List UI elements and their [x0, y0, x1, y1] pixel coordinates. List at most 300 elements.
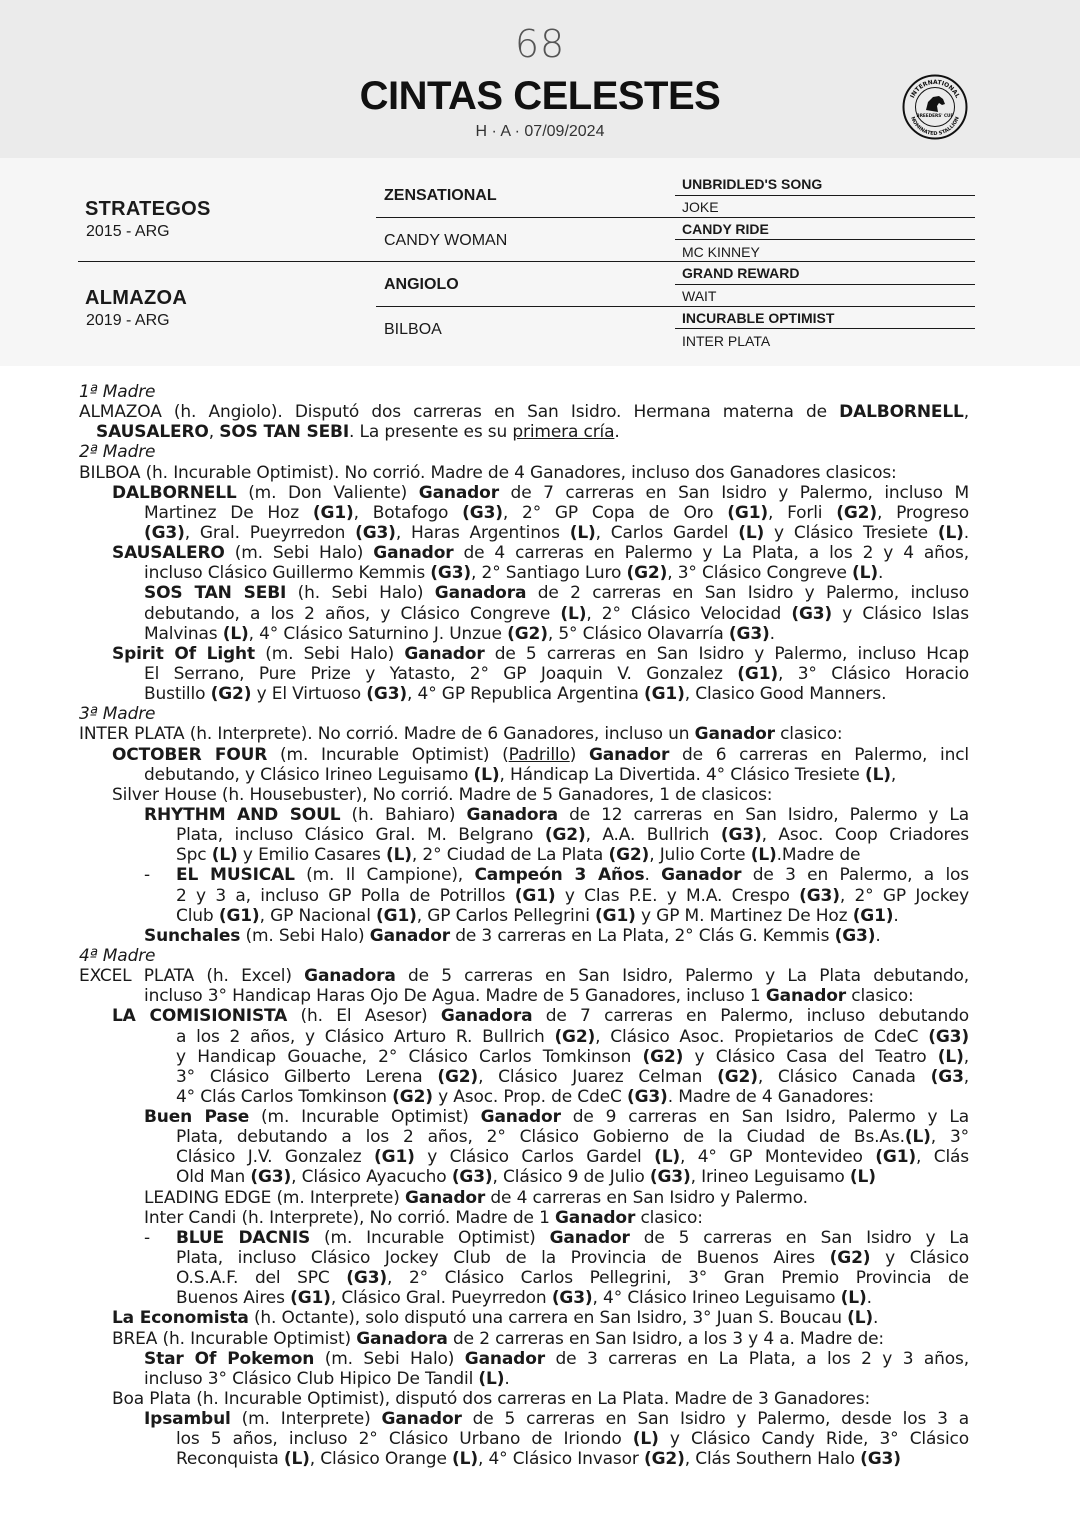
text-segment: (h. Bahiaro) [340, 804, 467, 825]
seal-text-bottom: NOMINATED STALLION [909, 115, 961, 138]
text-segment: (h. Sebi Halo) [286, 583, 435, 604]
text-segment: , Gral. Pueyrredon [184, 522, 356, 543]
text-segment: , Clásico Gral. Pueyrredon [330, 1288, 552, 1309]
text-segment: , Botafogo [353, 502, 463, 523]
text-segment: , [208, 422, 220, 443]
text-segment: LEADING EDGE (m. Interprete) [144, 1187, 405, 1208]
bold-text: (G3) [834, 925, 876, 946]
great-grandparent-8: INTER PLATA [682, 333, 771, 349]
bold-text: (L) [847, 1308, 874, 1329]
text-line [112, 483, 969, 503]
text-line [176, 1167, 969, 1187]
text-segment: , 2° Clásico Carlos Pellegrini, 3° Gran Premio Provincia de [387, 1268, 969, 1289]
seal-text-mid: BREEDERS' CUP [916, 113, 954, 118]
text-line [144, 1349, 969, 1369]
bold-text: (G3) [720, 825, 762, 846]
bold-text: (G3) [355, 522, 396, 543]
text-segment: , Clasico Good Manners. [684, 684, 887, 705]
bold-text: (G1) [595, 905, 636, 926]
text-segment: , 4° GP Montevideo [680, 1147, 876, 1168]
page-header [0, 0, 1080, 158]
bold-text: (L) [750, 845, 777, 866]
text-line [144, 1369, 969, 1389]
text-segment: , Clásico Asoc. Propietarios de CdeC [595, 1026, 929, 1047]
text-segment: . [963, 522, 970, 543]
text-line [176, 1268, 969, 1288]
bold-text: (G3) [250, 1167, 292, 1188]
text-segment: y Clásico Islas [832, 603, 969, 624]
text-segment: Boa Plata (h. Incurable Optimist), disputó dos carreras en La Plata. Madre de 3 Ganadores: [112, 1389, 871, 1410]
bold-text: Ganador [661, 865, 742, 886]
text-segment: . [866, 1288, 872, 1309]
bold-text: Spirit Of Light [112, 643, 255, 664]
bold-text: (L) [738, 522, 765, 543]
bold-text: Ganador [765, 986, 847, 1007]
bold-text: Ipsambul [144, 1409, 231, 1430]
bullet-dash: - [144, 1227, 150, 1248]
bold-text: (L) [560, 603, 587, 624]
text-line [176, 1248, 969, 1268]
bold-text: (G1) [376, 905, 417, 926]
text-segment: . [614, 422, 620, 443]
text-line [176, 1087, 969, 1107]
great-grandparent-3: CANDY RIDE [682, 221, 769, 237]
dam-info: 2019 - ARG [86, 312, 170, 329]
text-segment: EXCEL PLATA (h. Excel) [79, 966, 305, 987]
bold-text: (G1) [644, 684, 685, 705]
bold-text: (G1) [374, 1147, 415, 1168]
text-segment: Plata, debutando a los 2 años, 2° Clásico Gobierno de la Ciudad de Bs.As. [176, 1127, 905, 1148]
bold-text: Ganadora [440, 1006, 533, 1027]
bold-text: (G3) [799, 885, 840, 906]
text-segment: (m. Il Campione), [294, 865, 475, 886]
breeders-cup-seal [902, 74, 968, 140]
text-line [144, 1409, 969, 1429]
text-segment: de 7 carreras en San Isidro y Palermo, incluso M [498, 482, 969, 503]
text-line [176, 1047, 969, 1067]
bold-text: (L) [654, 1147, 681, 1168]
bold-text: (L) [283, 1449, 310, 1470]
text-line [144, 805, 969, 825]
text-line [144, 1188, 969, 1208]
bold-text: (G1) [290, 1288, 331, 1309]
text-segment: , Clásico Orange [309, 1449, 453, 1470]
text-segment: . [769, 623, 775, 644]
bold-text: (L) [904, 1127, 931, 1148]
text-line [112, 745, 969, 765]
great-grandparent-5: GRAND REWARD [682, 265, 800, 281]
text-segment: , Clásico Canada [757, 1066, 931, 1087]
text-segment: Spc [176, 845, 212, 866]
bold-text: SAUSALERO [96, 422, 209, 443]
text-segment: y Handicap Gouache, 2° Clásico Carlos Tomkinson [176, 1046, 643, 1067]
great-grandparent-1: UNBRIDLED'S SONG [682, 176, 823, 192]
text-segment: , 2° Santiago Luro [471, 563, 627, 584]
grandparent-2: CANDY WOMAN [384, 232, 508, 249]
section-heading [79, 442, 969, 462]
text-line [176, 906, 969, 926]
text-segment: , [963, 1046, 969, 1067]
text-segment: de 5 carreras en San Isidro y La [629, 1227, 969, 1248]
bold-text: (G3) [144, 522, 185, 543]
pedigree-divider [675, 328, 975, 329]
text-line [112, 1308, 969, 1328]
text-segment: de 2 carreras en San Isidro, a los 3 y 4 a. Madre de: [447, 1328, 885, 1349]
text-line [176, 886, 969, 906]
bold-text: DALBORNELL [112, 482, 237, 503]
text-segment: Plata, incluso Clásico Jockey Club de la Provincia de Buenos Aires [176, 1248, 830, 1269]
text-segment: y Asoc. Prop. de CdeC [432, 1086, 627, 1107]
grandparent-1: ZENSATIONAL [384, 187, 497, 204]
bold-text: Ganador [404, 1187, 486, 1208]
text-segment: , Clásico 9 de Julio [492, 1167, 650, 1188]
text-segment: . Madre de 4 Ganadores: [667, 1086, 874, 1107]
text-segment: (m. Sebi Halo) [314, 1348, 465, 1369]
bold-text: Ganadora [466, 804, 558, 825]
text-segment: debutando, y Clásico Irineo Leguisamo [144, 764, 474, 785]
bold-text: Campeón 3 Años [474, 865, 645, 886]
text-line [144, 523, 969, 543]
text-segment: de 12 carreras en San Isidro, Palermo y La [558, 804, 969, 825]
text-segment: Old Man [176, 1167, 251, 1188]
bold-text: (G2) [210, 684, 252, 705]
text-line [176, 845, 969, 865]
text-line [112, 785, 969, 805]
text-segment: , 3° Clásico Horacio [778, 663, 969, 684]
dam-name: ALMAZOA [85, 287, 188, 309]
text-segment: . [873, 1308, 879, 1329]
bold-text: (G3) [430, 563, 472, 584]
text-segment: y Clásico Casa del Teatro [683, 1046, 938, 1067]
bold-text: SOS TAN SEBI [219, 422, 350, 443]
pedigree-divider [675, 195, 975, 196]
text-segment: y Clásico Candy Ride, 3° Clásico [658, 1429, 969, 1450]
text-segment: BILBOA (h. Incurable Optimist). No corrió. Madre de 4 Ganadores, incluso dos Ganadores clasicos: [79, 462, 897, 483]
text-line [79, 402, 969, 422]
text-segment: incluso 3° Clásico Club Hipico De Tandil [144, 1368, 479, 1389]
text-line [112, 1389, 969, 1409]
text-segment: , Clás [916, 1147, 970, 1168]
horse-subtitle: H · A · 07/09/2024 [475, 123, 605, 140]
text-segment: , Julio Corte [649, 845, 751, 866]
bold-text: Ganador [381, 1409, 462, 1430]
text-line [144, 664, 969, 684]
text-segment: El Serrano, Pure Prize y Yatasto, 2° GP Joaquin V. Gonzalez [144, 663, 738, 684]
text-segment: Buenos Aires [176, 1288, 291, 1309]
text-segment: primera cría [512, 422, 615, 443]
text-segment: , 4° GP Republica Argentina [407, 684, 644, 705]
text-segment: ) [569, 744, 589, 765]
bold-text: Ganadora [356, 1328, 448, 1349]
bold-text: Ganador [555, 1207, 636, 1228]
text-segment: 3ª Madre [79, 704, 156, 725]
bold-text: (G3) [791, 603, 833, 624]
bold-text: (G1) [218, 905, 260, 926]
bold-text: (L) [852, 563, 878, 584]
great-grandparent-2: JOKE [682, 199, 719, 215]
bold-text: (L) [386, 845, 412, 866]
bold-text: (G3) [649, 1167, 691, 1188]
bold-text: (G3) [626, 1086, 668, 1107]
text-segment: (m. Incurable Optimist) [249, 1107, 481, 1128]
text-segment: y Clas P.E. y M.A. Crespo [555, 885, 800, 906]
text-line [144, 563, 969, 583]
text-segment: . [893, 905, 899, 926]
text-line [176, 825, 969, 845]
text-line [176, 1288, 969, 1308]
text-line [144, 503, 969, 523]
pedigree-divider [376, 217, 975, 218]
bold-text: (G2) [544, 825, 586, 846]
bold-text: LA COMISIONISTA [112, 1006, 288, 1027]
bold-text: Ganador [694, 724, 775, 745]
text-segment: .Madre de [776, 845, 861, 866]
bold-text: SOS TAN SEBI [144, 583, 287, 604]
text-segment: , 5° Clásico Olavarría [547, 623, 729, 644]
text-segment: y Clásico [870, 1248, 969, 1269]
pedigree-divider [78, 261, 975, 262]
bold-text: (G2) [829, 1248, 871, 1269]
text-line [176, 1147, 969, 1167]
text-segment: Padrillo [508, 744, 570, 765]
bold-text: (G2) [608, 845, 650, 866]
bold-text: (G3) [551, 1288, 593, 1309]
text-segment: , Carlos Gardel [595, 522, 739, 543]
bold-text: (G1) [737, 663, 779, 684]
text-segment: , 2° Clásico Velocidad [586, 603, 792, 624]
text-segment: , Hándicap La Divertida. 4° Clásico Tresiete [499, 764, 865, 785]
text-line [176, 1067, 969, 1087]
text-segment: 1ª Madre [79, 382, 156, 402]
text-line [144, 1208, 969, 1228]
bold-text: (G2) [643, 1449, 685, 1470]
text-line [176, 1027, 969, 1047]
grandparent-3: ANGIOLO [384, 276, 459, 293]
family-history [0, 382, 1080, 1470]
text-line [79, 463, 969, 483]
bold-text: (G2) [626, 563, 668, 584]
text-segment: y Emilio Casares [237, 845, 386, 866]
text-segment: ALMAZOA (h. Angiolo). Disputó dos carreras en San Isidro. Hermana materna de [79, 402, 840, 423]
bold-text: (G1) [312, 502, 354, 523]
pedigree-divider [675, 284, 975, 285]
bold-text: (G2) [642, 1046, 684, 1067]
text-segment: 2 y 3 a, incluso GP Polla de Potrillos [176, 885, 515, 906]
text-segment: , Clásico Ayacucho [291, 1167, 452, 1188]
text-segment: de 2 carreras en San Isidro y Palermo, incluso [526, 583, 969, 604]
text-segment: , 3° [930, 1127, 969, 1148]
bold-text: (G1) [875, 1147, 916, 1168]
bold-text: EL MUSICAL [176, 865, 295, 886]
bold-text: (L) [632, 1429, 659, 1450]
text-segment: Club [176, 905, 219, 926]
bold-text: (G3) [928, 1026, 969, 1047]
text-segment: , 2° GP Jockey [839, 885, 969, 906]
seal-text-top: INTERNATIONAL [909, 78, 961, 100]
section-heading [79, 946, 969, 966]
text-line [144, 1107, 969, 1127]
bold-text: (G3) [366, 684, 408, 705]
bold-text: BLUE DACNIS [176, 1227, 311, 1248]
text-segment: de 5 carreras en San Isidro, Palermo y La Plata debutando, [395, 966, 970, 987]
text-segment: , Forli [768, 502, 837, 523]
text-segment: y Clásico Tresiete [764, 522, 938, 543]
text-segment: INTER PLATA (h. Interprete). No corrió. Madre de 6 Ganadores, incluso un [79, 724, 695, 745]
bold-text: (L) [864, 764, 891, 785]
bold-text: RHYTHM AND SOUL [144, 804, 341, 825]
text-segment: Inter Candi (h. Interprete), No corrió. Madre de 1 [144, 1207, 555, 1228]
text-segment: de 4 carreras en Palermo y La Plata, a los 2 y 4 años, [453, 543, 969, 564]
text-segment: O.S.A.F. del SPC [176, 1268, 347, 1289]
text-segment: , Irineo Leguisamo [690, 1167, 850, 1188]
text-segment: (m. Sebi Halo) [255, 643, 405, 664]
bold-text: (G1) [514, 885, 556, 906]
text-segment: (h. Octante), solo disputó una carrera en San Isidro, 3° Juan S. Boucau [248, 1308, 848, 1329]
text-line [176, 1449, 969, 1469]
text-line [144, 865, 969, 886]
sire-name: STRATEGOS [85, 198, 211, 220]
text-segment: (m. Sebi Halo) [240, 925, 370, 946]
text-segment: 3° Clásico Gilberto Lerena [176, 1066, 438, 1087]
text-line [112, 543, 969, 563]
text-segment: , Clás Southern Halo [684, 1449, 861, 1470]
text-segment: (m. Incurable Optimist) [310, 1227, 550, 1248]
text-segment: . La presente es su [349, 422, 513, 443]
text-line [176, 1127, 969, 1147]
bullet-dash: - [144, 865, 150, 886]
text-segment: Martinez De Hoz [144, 502, 313, 523]
text-segment: , A.A. Bullrich [585, 825, 721, 846]
text-line [144, 624, 969, 644]
text-segment: debutando, a los 2 años, y Clásico Congreve [144, 603, 561, 624]
bold-text: Ganador [369, 925, 450, 946]
bold-text: (G2) [717, 1066, 758, 1087]
bold-text: (G2) [554, 1026, 596, 1047]
text-segment: (m. Don Valiente) [236, 482, 419, 503]
text-segment: Reconquista [176, 1449, 284, 1470]
text-segment: . [504, 1368, 510, 1389]
bold-text: (G3) [346, 1268, 388, 1289]
bold-text: (L) [937, 1046, 964, 1067]
text-segment: , 2° GP Copa de Oro [502, 502, 728, 523]
bold-text: Ganador [404, 643, 485, 664]
bold-text: Sunchales [144, 925, 241, 946]
text-segment: de 7 carreras en Palermo, incluso debutando [532, 1006, 969, 1027]
text-segment: , Haras Argentinos [395, 522, 570, 543]
bold-text: (L) [478, 1368, 505, 1389]
text-segment: de 3 carreras en La Plata, a los 2 y 3 años, [544, 1348, 969, 1369]
section-heading [79, 704, 969, 724]
bold-text: (G2) [437, 1066, 479, 1087]
great-grandparent-6: WAIT [682, 288, 717, 304]
text-line [144, 765, 969, 785]
text-segment: de 4 carreras en San Isidro y Palermo. [485, 1187, 808, 1208]
bold-text: DALBORNELL [839, 402, 964, 423]
bold-text: (G3 [930, 1066, 964, 1087]
text-segment: los 5 años, incluso 2° Clásico Urbano de Iriondo [176, 1429, 633, 1450]
text-segment: , [963, 402, 969, 423]
bold-text: (L) [473, 764, 500, 785]
text-segment: y El Virtuoso [251, 684, 367, 705]
bold-text: OCTOBER FOUR [112, 744, 268, 765]
bold-text: (G3) [462, 502, 503, 523]
text-segment: de 3 en Palermo, a los [741, 865, 969, 886]
text-line [112, 1006, 969, 1026]
bold-text: Ganador [549, 1227, 630, 1248]
great-grandparent-7: INCURABLE OPTIMIST [682, 310, 835, 326]
text-segment: , 4° Clásico Invasor [477, 1449, 644, 1470]
text-segment: Malvinas [144, 623, 223, 644]
text-segment: (m. Interprete) [230, 1409, 382, 1430]
text-segment: a los 2 años, y Clásico Arturo R. Bullrich [176, 1026, 555, 1047]
text-line [144, 583, 969, 603]
sire-info: 2015 - ARG [86, 223, 170, 240]
text-segment: 4° Clás Carlos Tomkinson [176, 1086, 393, 1107]
bold-text: Ganador [589, 744, 670, 765]
text-line [112, 1329, 969, 1349]
bold-text: (L) [569, 522, 596, 543]
text-segment: , 4° Clásico Irineo Leguisamo [592, 1288, 841, 1309]
text-line [144, 986, 969, 1006]
pedigree-table [0, 158, 1080, 366]
text-segment: , Asoc. Coop Criadores [761, 825, 970, 846]
text-segment: de 9 carreras en San Isidro, Palermo y La [560, 1107, 970, 1128]
bold-text: (G3) [451, 1167, 493, 1188]
text-segment: Silver House (h. Housebuster), No corrió. Madre de 5 Ganadores, 1 de clasicos: [112, 784, 773, 805]
text-segment: clasico: [846, 986, 914, 1007]
text-line [144, 926, 969, 946]
text-segment: . [644, 865, 662, 886]
bold-text: Ganador [418, 482, 499, 503]
bold-text: (G1) [852, 905, 894, 926]
text-segment: incluso Clásico Guillermo Kemmis [144, 563, 431, 584]
bold-text: Ganadora [304, 966, 396, 987]
bold-text: Ganadora [434, 583, 527, 604]
bold-text: (L) [452, 1449, 478, 1470]
text-segment: y GP M. Martinez De Hoz [635, 905, 853, 926]
bold-text: Star Of Pokemon [144, 1348, 315, 1369]
text-segment: de 5 carreras en San Isidro y Palermo, incluso Hcap [484, 643, 969, 664]
lot-number: 68 [514, 22, 566, 66]
text-segment: clasico: [635, 1207, 703, 1228]
bold-text: (G1) [727, 502, 768, 523]
text-segment: de 5 carreras en San Isidro y Palermo, desde los 3 a [461, 1409, 969, 1430]
bold-text: (L) [222, 623, 249, 644]
text-segment: , 4° Clásico Saturnino J. Unzue [248, 623, 508, 644]
bold-text: (L) [840, 1288, 867, 1309]
great-grandparent-4: MC KINNEY [682, 244, 760, 260]
text-line [79, 966, 969, 986]
text-segment: , 2° Ciudad de La Plata [411, 845, 609, 866]
section-heading [79, 382, 969, 402]
pedigree-divider [376, 306, 975, 307]
bold-text: Ganador [480, 1107, 561, 1128]
text-line [112, 644, 969, 664]
text-segment: Clásico J.V. Gonzalez [176, 1147, 375, 1168]
bold-text: (G2) [392, 1086, 433, 1107]
text-segment: . [875, 925, 881, 946]
horse-name: CINTAS CELESTES [359, 74, 721, 118]
text-segment: Bustillo [144, 684, 211, 705]
grandparent-4: BILBOA [384, 321, 442, 338]
text-segment: , 3° Clásico Congreve [667, 563, 853, 584]
text-line [96, 422, 969, 442]
bold-text: (L) [849, 1167, 876, 1188]
text-segment: . [877, 563, 884, 584]
text-line [144, 604, 969, 624]
bold-text: (G2) [507, 623, 548, 644]
text-segment: 2ª Madre [79, 442, 156, 463]
